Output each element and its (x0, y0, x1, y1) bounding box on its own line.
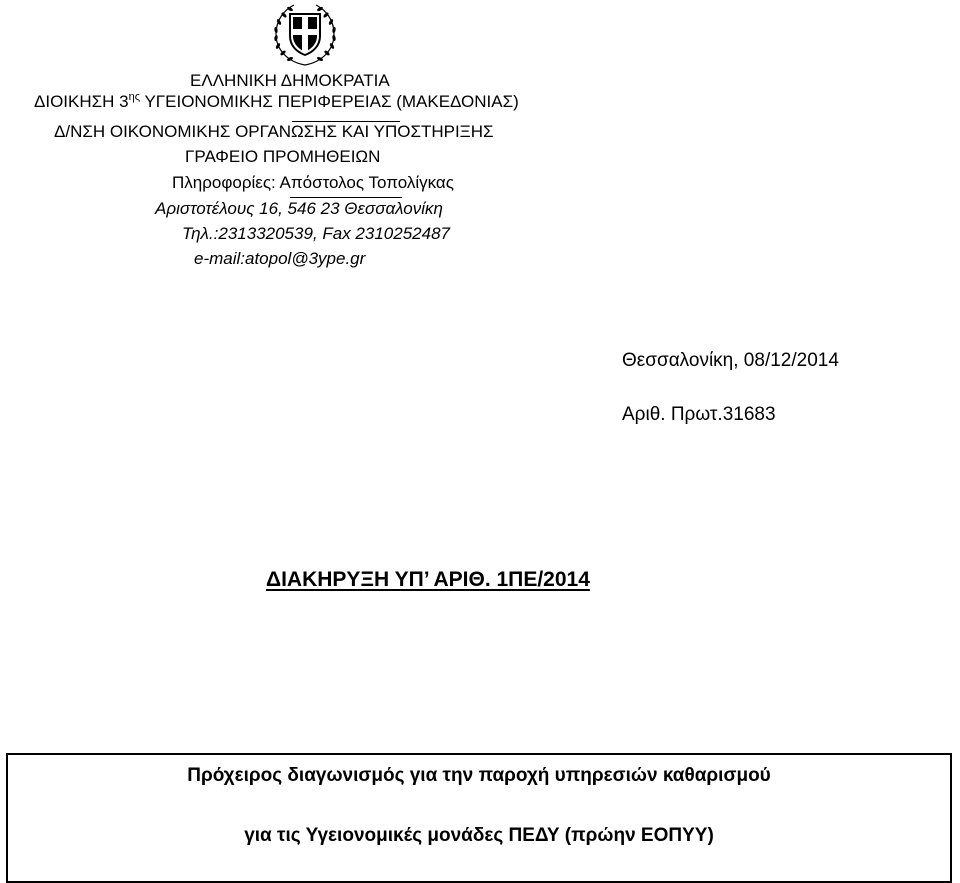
header-address: Αριστοτέλους 16, 546 23 Θεσσαλονίκη (155, 199, 443, 218)
subject-box (6, 753, 952, 883)
protocol-number: Αριθ. Πρωτ.31683 (622, 404, 776, 425)
header-authority (34, 92, 519, 112)
header-info-underline (290, 197, 402, 198)
subject-line-1: Πρόχειρος διαγωνισμός για την παροχή υπηρεσιών καθαρισμού (187, 765, 771, 786)
header-directorate: Δ/ΝΣΗ ΟΙΚΟΝΟΜΙΚΗΣ ΟΡΓΑΝΩΣΗΣ ΚΑΙ ΥΠΟΣΤΗΡΙΞΗΣ (54, 122, 494, 141)
header-authority-prefix: ΔΙΟΙΚΗΣΗ 3 (34, 92, 129, 111)
place-date: Θεσσαλονίκη, 08/12/2014 (622, 350, 839, 371)
header-republic: ΕΛΛΗΝΙΚΗ ΔΗΜΟΚΡΑΤΙΑ (190, 71, 390, 90)
document-title: ΔΙΑΚΗΡΥΞΗ ΥΠ’ ΑΡΙΘ. 1ΠΕ/2014 (266, 568, 590, 591)
header-authority-superscript: ης (128, 91, 141, 103)
header-divider (292, 121, 400, 122)
header-authority-suffix: ΥΓΕΙΟΝΟΜΙΚΗΣ ΠΕΡΙΦΕΡΕΙΑΣ (ΜΑΚΕΔΟΝΙΑΣ) (140, 92, 519, 111)
header-info: Πληροφορίες: Απόστολος Τοπολίγκας (172, 173, 454, 192)
header-email: e-mail:atopol@3ype.gr (194, 249, 366, 268)
greek-coat-of-arms-emblem (268, 2, 342, 68)
header-office: ΓΡΑΦΕΙΟ ΠΡΟΜΗΘΕΙΩΝ (185, 147, 381, 166)
header-phone-fax: Τηλ.:2313320539, Fax 2310252487 (182, 224, 450, 243)
subject-line-2: για τις Υγειονομικές μονάδες ΠΕΔΥ (πρώην ΕΟΠΥΥ) (244, 825, 714, 846)
